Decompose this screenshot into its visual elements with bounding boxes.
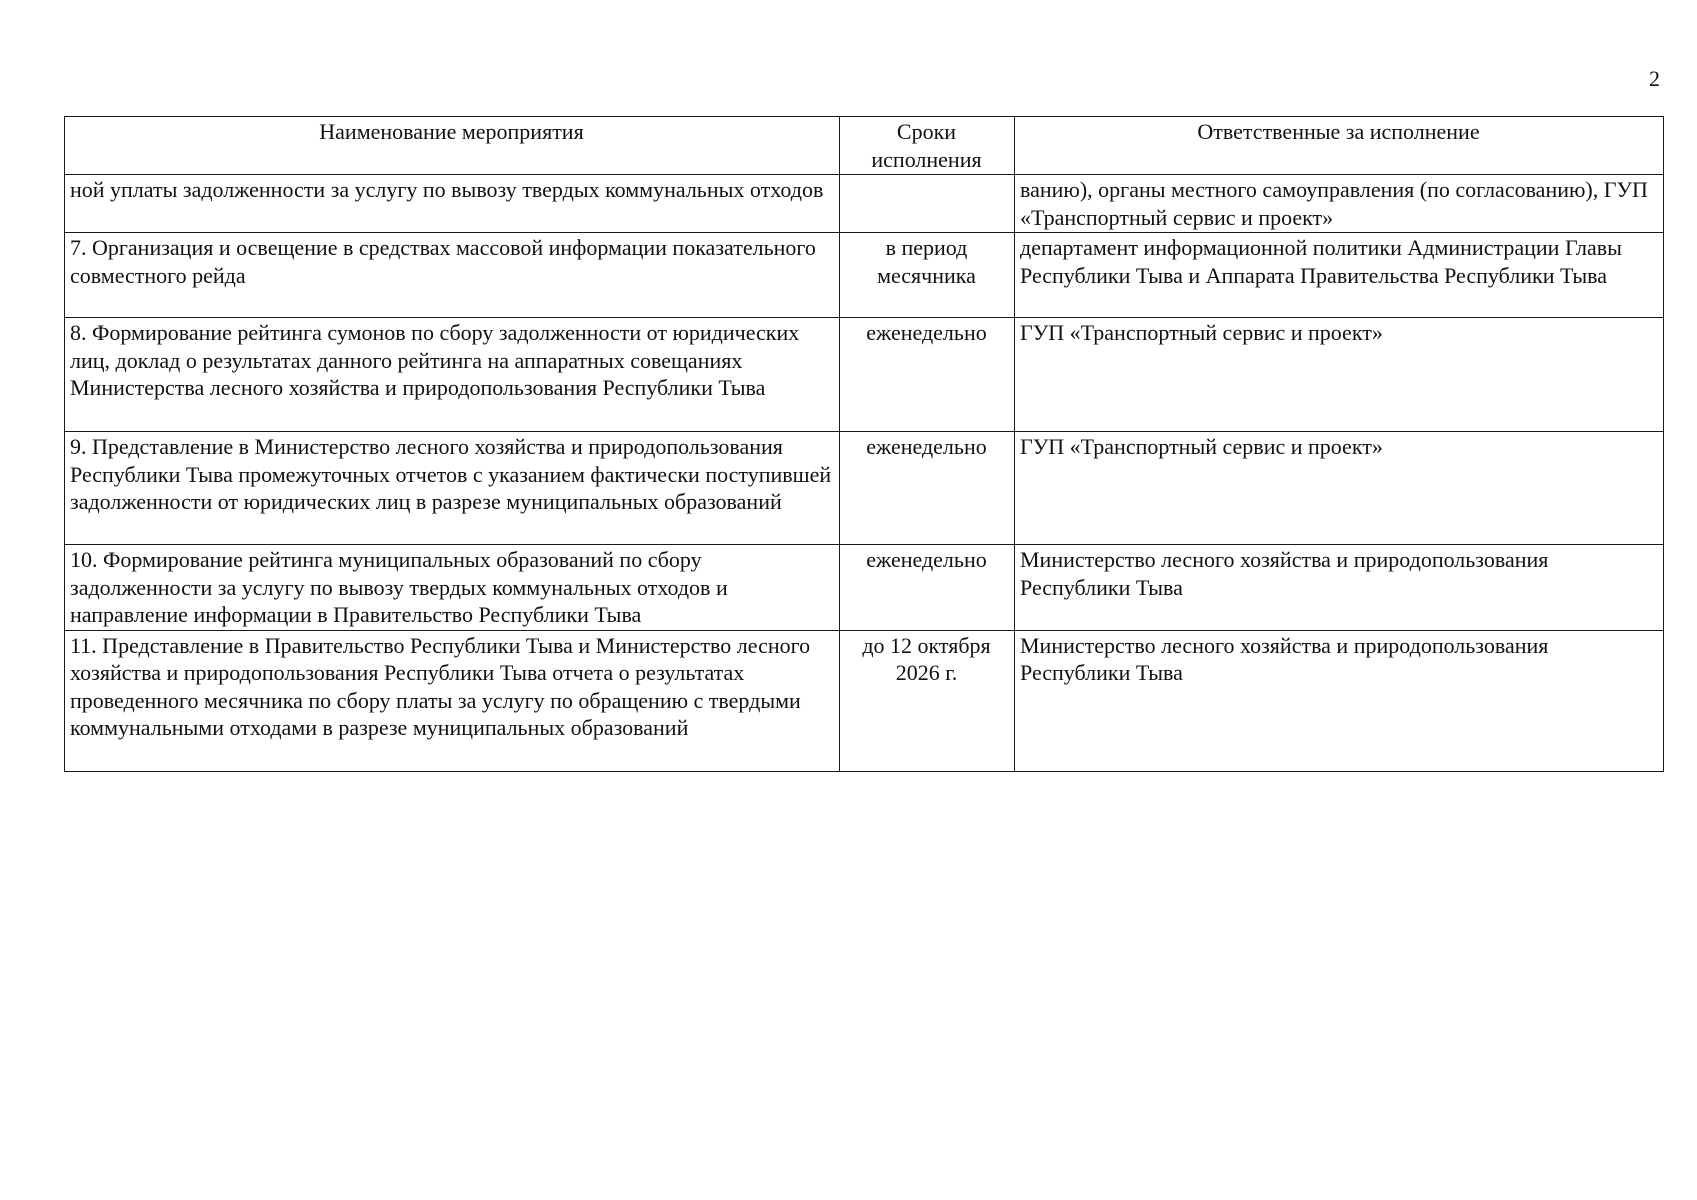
event-name-cell: ной уплаты задолженности за услугу по вывозу твердых коммунальных отходов <box>65 175 840 233</box>
event-name-cell: 7. Организация и освещение в средствах массовой информации показательного совместного рейда <box>65 233 840 318</box>
event-name-cell: 9. Представление в Министерство лесного хозяйства и природопользования Республики Тыва промежуточных отчетов с указанием фактически поступившей задолженности от юридических лиц в разрезе муниципальных образований <box>65 432 840 545</box>
events-table <box>64 116 1664 772</box>
table-row <box>65 630 1664 771</box>
header-responsible: Ответственные за исполнение <box>1015 117 1664 175</box>
deadline-cell: еженедельно <box>840 318 1015 432</box>
table-header-row <box>65 117 1664 175</box>
header-event-name: Наименование мероприятия <box>65 117 840 175</box>
responsible-cell: Министерство лесного хозяйства и природопользования Республики Тыва <box>1015 545 1664 631</box>
table-row <box>65 175 1664 233</box>
event-name-cell: 8. Формирование рейтинга сумонов по сбору задолженности от юридических лиц, доклад о результатах данного рейтинга на аппаратных совещаниях Министерства лесного хозяйства и природопользования Республики Тыва <box>65 318 840 432</box>
page-number: 2 <box>1649 66 1660 91</box>
deadline-cell: до 12 октября 2026 г. <box>840 630 1015 771</box>
event-name-cell: 11. Представление в Правительство Республики Тыва и Министерство лесного хозяйства и природопользования Республики Тыва отчета о результатах проведенного месячника по сбору платы за услугу по обращению с твердыми коммунальными отходами в разрезе муниципальных образований <box>65 630 840 771</box>
table-row <box>65 318 1664 432</box>
deadline-cell: еженедельно <box>840 545 1015 631</box>
header-deadline: Сроки исполнения <box>840 117 1015 175</box>
deadline-cell <box>840 175 1015 233</box>
event-name-cell: 10. Формирование рейтинга муниципальных образований по сбору задолженности за услугу по вывозу твердых коммунальных отходов и направление информации в Правительство Республики Тыва <box>65 545 840 631</box>
responsible-cell: Министерство лесного хозяйства и природопользования Республики Тыва <box>1015 630 1664 771</box>
responsible-cell: департамент информационной политики Администрации Главы Республики Тыва и Аппарата Правительства Республики Тыва <box>1015 233 1664 318</box>
table-row <box>65 545 1664 631</box>
table-row <box>65 432 1664 545</box>
deadline-cell: еженедельно <box>840 432 1015 545</box>
responsible-cell: ванию), органы местного самоуправления (по согласованию), ГУП «Транспортный сервис и проект» <box>1015 175 1664 233</box>
responsible-cell: ГУП «Транспортный сервис и проект» <box>1015 432 1664 545</box>
deadline-cell: в период месячника <box>840 233 1015 318</box>
table-row <box>65 233 1664 318</box>
responsible-cell: ГУП «Транспортный сервис и проект» <box>1015 318 1664 432</box>
